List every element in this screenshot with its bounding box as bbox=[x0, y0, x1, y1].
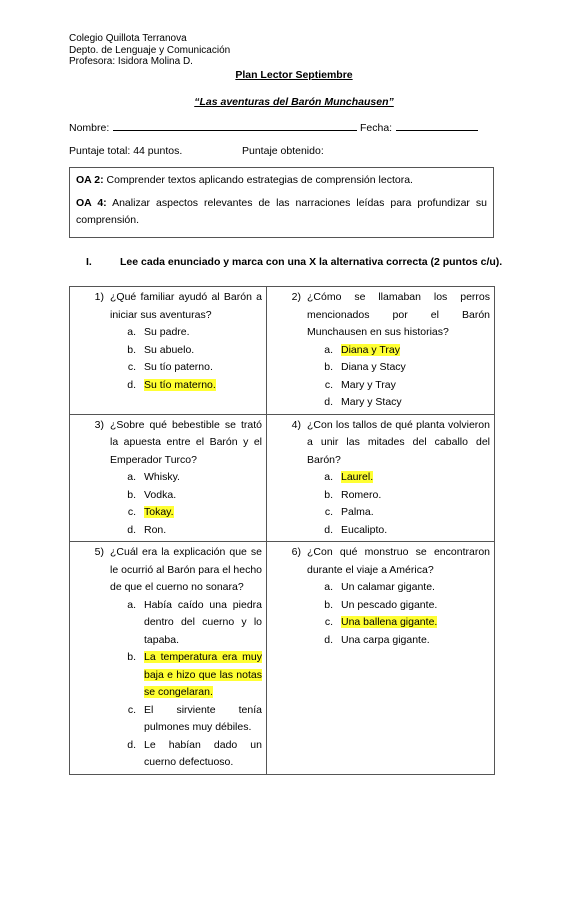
option-text: Una carpa gigante. bbox=[341, 633, 430, 646]
option-text: Su padre. bbox=[144, 326, 190, 338]
question-cell bbox=[70, 414, 267, 542]
question-number: 4) bbox=[291, 418, 301, 431]
option-text: Ron. bbox=[144, 523, 167, 536]
highlighted-answer: Laurel. bbox=[341, 471, 374, 483]
option-letter: c. bbox=[324, 506, 333, 518]
option[interactable] bbox=[110, 702, 262, 737]
option-text: Whisky. bbox=[144, 471, 180, 483]
option[interactable] bbox=[307, 487, 490, 505]
option-text: Eucalipto. bbox=[341, 523, 388, 536]
page-title: Plan Lector Septiembre bbox=[235, 69, 353, 81]
option[interactable] bbox=[307, 597, 490, 615]
question-cell bbox=[70, 287, 267, 415]
question-text: ¿Con los tallos de qué planta volvieron a unir las mitades del caballo del Barón? bbox=[307, 418, 490, 466]
question-number: 5) bbox=[94, 546, 104, 558]
option-text: Mary y Tray bbox=[341, 378, 396, 391]
option-text: Un pescado gigante. bbox=[341, 598, 438, 611]
option[interactable] bbox=[307, 614, 490, 632]
question-text: ¿Cómo se llamaban los perros mencionados por el Barón Munchausen en sus historias? bbox=[307, 291, 490, 338]
option-text: Le habían dado un cuerno defectuoso. bbox=[144, 738, 262, 768]
objectives-box bbox=[69, 167, 494, 238]
option[interactable] bbox=[110, 469, 262, 487]
question-cell bbox=[267, 542, 495, 775]
question-number: 6) bbox=[291, 546, 301, 558]
option[interactable] bbox=[110, 522, 262, 540]
option-letter: b. bbox=[127, 488, 136, 501]
option[interactable] bbox=[110, 649, 262, 702]
question-text: ¿Qué familiar ayudó al Barón a iniciar sus aventuras? bbox=[110, 291, 262, 321]
option-text: Mary y Stacy bbox=[341, 396, 402, 408]
option[interactable] bbox=[110, 377, 262, 395]
option-letter: d. bbox=[324, 396, 333, 408]
question bbox=[267, 544, 490, 579]
option-letter: a. bbox=[127, 471, 136, 483]
option-text: Diana y Stacy bbox=[341, 361, 406, 373]
highlighted-answer: Diana y Tray bbox=[341, 343, 400, 356]
question-text: ¿Sobre qué bebestible se trató la apuesta entre el Barón y el Emperador Turco? bbox=[110, 418, 262, 466]
option-letter: c. bbox=[324, 378, 333, 391]
option-text: Vodka. bbox=[144, 488, 177, 501]
option-letter: a. bbox=[127, 326, 136, 338]
question bbox=[267, 417, 490, 470]
question-number: 1) bbox=[94, 291, 104, 303]
table-row bbox=[70, 287, 495, 415]
option-letter: b. bbox=[127, 343, 136, 356]
option-letter: d. bbox=[324, 523, 333, 536]
questions-table bbox=[69, 286, 495, 775]
option-letter: a. bbox=[324, 581, 333, 593]
objective-oa2 bbox=[76, 172, 487, 189]
section-instruction: Lee cada enunciado y marca con una X la alternativa correcta (2 puntos c/u). bbox=[120, 256, 503, 268]
option-letter: c. bbox=[127, 703, 136, 716]
question-number: 3) bbox=[94, 418, 104, 431]
option-text: Su abuelo. bbox=[144, 343, 195, 356]
options-list bbox=[110, 597, 262, 772]
question-cell bbox=[70, 542, 267, 775]
options-list bbox=[307, 342, 490, 412]
question-number: 2) bbox=[291, 291, 301, 303]
option-letter: b. bbox=[324, 361, 333, 373]
option[interactable] bbox=[110, 342, 262, 360]
option-text: Había caído una piedra dentro del cuerno y lo tapaba. bbox=[144, 598, 262, 646]
section-heading bbox=[86, 256, 502, 268]
option-text: Romero. bbox=[341, 488, 382, 501]
question-text: ¿Cuál era la explicación que se le ocurrió al Barón para el hecho de que el cuerno no sonara? bbox=[110, 546, 262, 593]
option-letter: d. bbox=[127, 378, 136, 391]
option[interactable] bbox=[110, 324, 262, 342]
option[interactable] bbox=[307, 469, 490, 487]
date-field bbox=[360, 121, 478, 134]
option[interactable] bbox=[307, 522, 490, 540]
table-row bbox=[70, 414, 495, 542]
option[interactable] bbox=[307, 504, 490, 522]
total-score: Puntaje total: 44 puntos. bbox=[69, 145, 183, 157]
obtained-score: Puntaje obtenido: bbox=[242, 145, 324, 157]
option[interactable] bbox=[307, 632, 490, 650]
question-cell bbox=[267, 414, 495, 542]
question bbox=[267, 289, 490, 342]
option-letter: a. bbox=[324, 471, 333, 483]
highlighted-answer: Su tío materno. bbox=[144, 378, 216, 391]
oa4-text: Analizar aspectos relevantes de las narraciones leídas para profundizar su comprensión. bbox=[76, 197, 487, 226]
option-text: El sirviente tenía pulmones muy débiles. bbox=[144, 703, 262, 733]
option-letter: d. bbox=[127, 523, 136, 536]
oa4-code: OA 4: bbox=[76, 197, 107, 209]
name-field bbox=[69, 121, 357, 134]
department-name: Depto. de Lenguaje y Comunicación bbox=[69, 44, 231, 56]
option[interactable] bbox=[110, 597, 262, 650]
book-title: “Las aventuras del Barón Munchausen” bbox=[194, 96, 394, 108]
option[interactable] bbox=[307, 394, 490, 412]
option[interactable] bbox=[110, 504, 262, 522]
table-row bbox=[70, 542, 495, 775]
options-list bbox=[307, 469, 490, 539]
option[interactable] bbox=[307, 579, 490, 597]
option-letter: b. bbox=[127, 651, 136, 663]
option-letter: c. bbox=[127, 506, 136, 518]
option[interactable] bbox=[110, 487, 262, 505]
options-list bbox=[110, 324, 262, 394]
highlighted-answer: Una ballena gigante. bbox=[341, 616, 438, 628]
question-cell bbox=[267, 287, 495, 415]
option[interactable] bbox=[307, 342, 490, 360]
option-letter: c. bbox=[127, 361, 136, 373]
section-number: I. bbox=[86, 256, 92, 268]
teacher-name: Profesora: Isidora Molina D. bbox=[69, 56, 193, 67]
option[interactable] bbox=[307, 359, 490, 377]
objective-oa4 bbox=[76, 195, 487, 229]
name-blank-line bbox=[113, 121, 357, 131]
option[interactable] bbox=[110, 737, 262, 772]
option-letter: b. bbox=[324, 598, 333, 611]
date-blank-line bbox=[396, 121, 478, 131]
highlighted-answer: Tokay. bbox=[144, 506, 174, 518]
options-list bbox=[110, 469, 262, 539]
option-letter: a. bbox=[127, 598, 136, 611]
option-letter: c. bbox=[324, 616, 333, 628]
question bbox=[70, 417, 262, 470]
option[interactable] bbox=[307, 377, 490, 395]
highlighted-answer: La temperatura era muy baja e hizo que las notas se congelaran. bbox=[144, 651, 262, 698]
option-letter: d. bbox=[127, 738, 136, 751]
date-label: Fecha: bbox=[360, 122, 393, 134]
name-label: Nombre: bbox=[69, 122, 110, 134]
school-name: Colegio Quillota Terranova bbox=[69, 33, 187, 44]
option-letter: a. bbox=[324, 343, 333, 356]
oa2-code: OA 2: bbox=[76, 174, 104, 186]
option-text: Su tío paterno. bbox=[144, 361, 213, 373]
options-list bbox=[307, 579, 490, 649]
option[interactable] bbox=[110, 359, 262, 377]
option-letter: d. bbox=[324, 633, 333, 646]
option-letter: b. bbox=[324, 488, 333, 501]
option-text: Palma. bbox=[341, 506, 374, 518]
question bbox=[70, 289, 262, 324]
question bbox=[70, 544, 262, 597]
option-text: Un calamar gigante. bbox=[341, 581, 435, 593]
document-header bbox=[69, 33, 230, 68]
oa2-text: Comprender textos aplicando estrategias de comprensión lectora. bbox=[103, 174, 413, 186]
question-text: ¿Con qué monstruo se encontraron durante el viaje a América? bbox=[307, 546, 490, 576]
